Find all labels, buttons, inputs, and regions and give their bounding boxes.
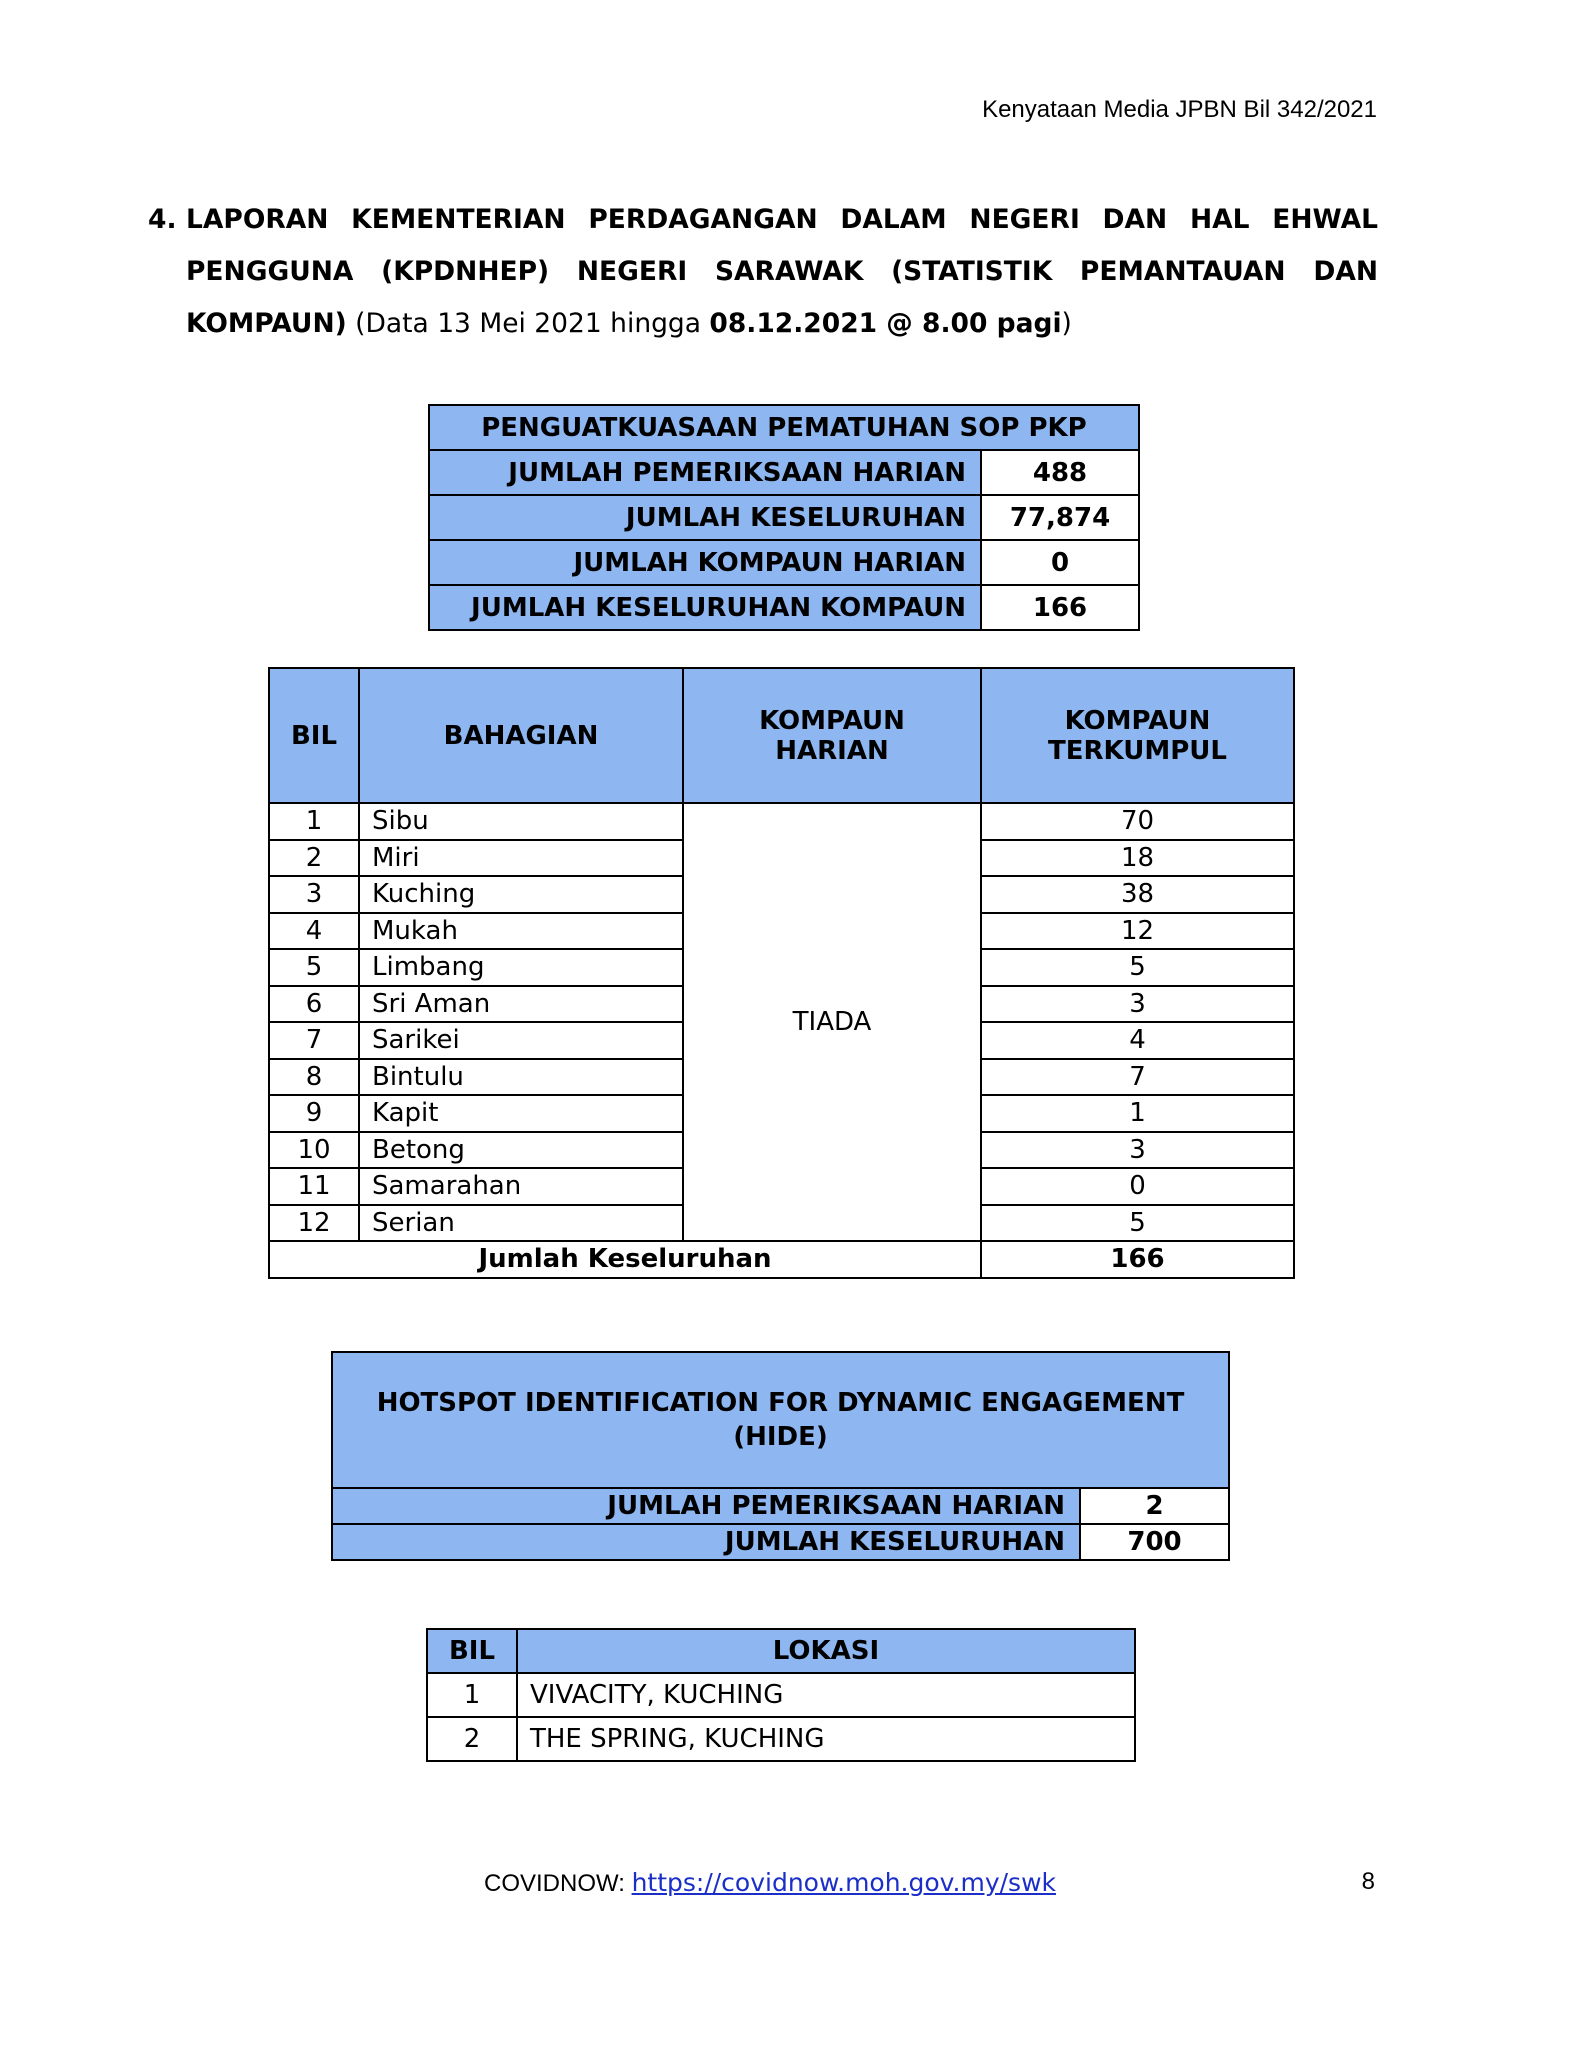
cell-terkumpul: 70 — [981, 803, 1294, 840]
footer — [484, 1868, 1056, 1898]
header-kompaun-terkumpul: KOMPAUN TERKUMPUL — [981, 668, 1294, 803]
cell-terkumpul: 5 — [981, 1205, 1294, 1242]
table-row — [429, 585, 1139, 630]
cell-bahagian: Mukah — [359, 913, 683, 950]
cell-bahagian: Betong — [359, 1132, 683, 1169]
data-date: 08.12.2021 @ 8.00 pagi — [709, 308, 1062, 339]
cell-bahagian: Limbang — [359, 949, 683, 986]
cell-bahagian: Samarahan — [359, 1168, 683, 1205]
cell-bahagian: Sarikei — [359, 1022, 683, 1059]
table-header-row — [269, 668, 1294, 803]
cell-terkumpul: 3 — [981, 986, 1294, 1023]
page-number: 8 — [1361, 1868, 1375, 1895]
cell-bil: 9 — [269, 1095, 359, 1132]
cell-bil: 2 — [269, 840, 359, 877]
cell-bil: 4 — [269, 913, 359, 950]
cell-terkumpul: 38 — [981, 876, 1294, 913]
total-value: 166 — [981, 1241, 1294, 1278]
table-row — [429, 495, 1139, 540]
cell-terkumpul: 1 — [981, 1095, 1294, 1132]
cell-bil: 10 — [269, 1132, 359, 1169]
data-suffix: ) — [1061, 308, 1072, 339]
cell-bahagian: Kuching — [359, 876, 683, 913]
table-row — [269, 803, 1294, 840]
table-row — [332, 1488, 1229, 1524]
cell-bahagian: Sri Aman — [359, 986, 683, 1023]
cell-bil: 11 — [269, 1168, 359, 1205]
section-title — [186, 194, 1378, 350]
sop-value: 0 — [981, 540, 1139, 585]
kompaun-by-division-table — [268, 667, 1295, 1279]
sop-enforcement-table — [428, 404, 1140, 631]
sop-table-title: PENGUATKUASAAN PEMATUHAN SOP PKP — [429, 405, 1139, 450]
cell-bil: 7 — [269, 1022, 359, 1059]
cell-bahagian: Bintulu — [359, 1059, 683, 1096]
header-bil: BIL — [427, 1629, 517, 1673]
sop-label: JUMLAH KESELURUHAN KOMPAUN — [429, 585, 981, 630]
table-row — [332, 1524, 1229, 1560]
table-row — [427, 1717, 1135, 1761]
lokasi-table — [426, 1628, 1136, 1762]
table-row — [429, 540, 1139, 585]
table-row — [429, 450, 1139, 495]
kompaun-harian-merged: TIADA — [683, 803, 981, 1241]
header-bahagian: BAHAGIAN — [359, 668, 683, 803]
table-row — [427, 1673, 1135, 1717]
hide-value: 2 — [1080, 1488, 1229, 1524]
cell-bahagian: Serian — [359, 1205, 683, 1242]
sop-value: 488 — [981, 450, 1139, 495]
hide-table — [331, 1351, 1230, 1561]
cell-bil: 2 — [427, 1717, 517, 1761]
cell-bil: 6 — [269, 986, 359, 1023]
sop-value: 166 — [981, 585, 1139, 630]
sop-value: 77,874 — [981, 495, 1139, 540]
covidnow-link[interactable]: https://covidnow.moh.gov.my/swk — [631, 1868, 1056, 1897]
table-total-row — [269, 1241, 1294, 1278]
cell-terkumpul: 12 — [981, 913, 1294, 950]
cell-bil: 1 — [269, 803, 359, 840]
cell-bahagian: Miri — [359, 840, 683, 877]
cell-bahagian: Kapit — [359, 1095, 683, 1132]
cell-bil: 5 — [269, 949, 359, 986]
header-bil: BIL — [269, 668, 359, 803]
cell-terkumpul: 7 — [981, 1059, 1294, 1096]
hide-label: JUMLAH PEMERIKSAAN HARIAN — [332, 1488, 1080, 1524]
sop-label: JUMLAH KESELURUHAN — [429, 495, 981, 540]
cell-lokasi: VIVACITY, KUCHING — [517, 1673, 1135, 1717]
cell-terkumpul: 4 — [981, 1022, 1294, 1059]
footer-label: COVIDNOW: — [484, 1870, 632, 1897]
cell-lokasi: THE SPRING, KUCHING — [517, 1717, 1135, 1761]
data-prefix: (Data 13 Mei 2021 hingga — [346, 308, 710, 339]
cell-bil: 8 — [269, 1059, 359, 1096]
section-title-bold: LAPORAN KEMENTERIAN PERDAGANGAN DALAM NEGERI DAN HAL EHWAL PENGGUNA (KPDNHEP) NEGERI SARAWAK (STATISTIK PEMANTAUAN DAN KOMPAUN) — [186, 204, 1378, 339]
cell-terkumpul: 18 — [981, 840, 1294, 877]
cell-terkumpul: 0 — [981, 1168, 1294, 1205]
cell-bil: 3 — [269, 876, 359, 913]
document-reference: Kenyataan Media JPBN Bil 342/2021 — [982, 96, 1377, 123]
cell-terkumpul: 3 — [981, 1132, 1294, 1169]
cell-bil: 12 — [269, 1205, 359, 1242]
section-heading — [148, 194, 1378, 350]
table-header-row — [427, 1629, 1135, 1673]
cell-terkumpul: 5 — [981, 949, 1294, 986]
sop-label: JUMLAH KOMPAUN HARIAN — [429, 540, 981, 585]
section-number: 4. — [148, 204, 177, 235]
hide-table-title: HOTSPOT IDENTIFICATION FOR DYNAMIC ENGAGEMENT (HIDE) — [332, 1352, 1229, 1488]
cell-bil: 1 — [427, 1673, 517, 1717]
header-kompaun-harian: KOMPAUN HARIAN — [683, 668, 981, 803]
sop-label: JUMLAH PEMERIKSAAN HARIAN — [429, 450, 981, 495]
hide-label: JUMLAH KESELURUHAN — [332, 1524, 1080, 1560]
cell-bahagian: Sibu — [359, 803, 683, 840]
total-label: Jumlah Keseluruhan — [269, 1241, 981, 1278]
hide-value: 700 — [1080, 1524, 1229, 1560]
header-lokasi: LOKASI — [517, 1629, 1135, 1673]
